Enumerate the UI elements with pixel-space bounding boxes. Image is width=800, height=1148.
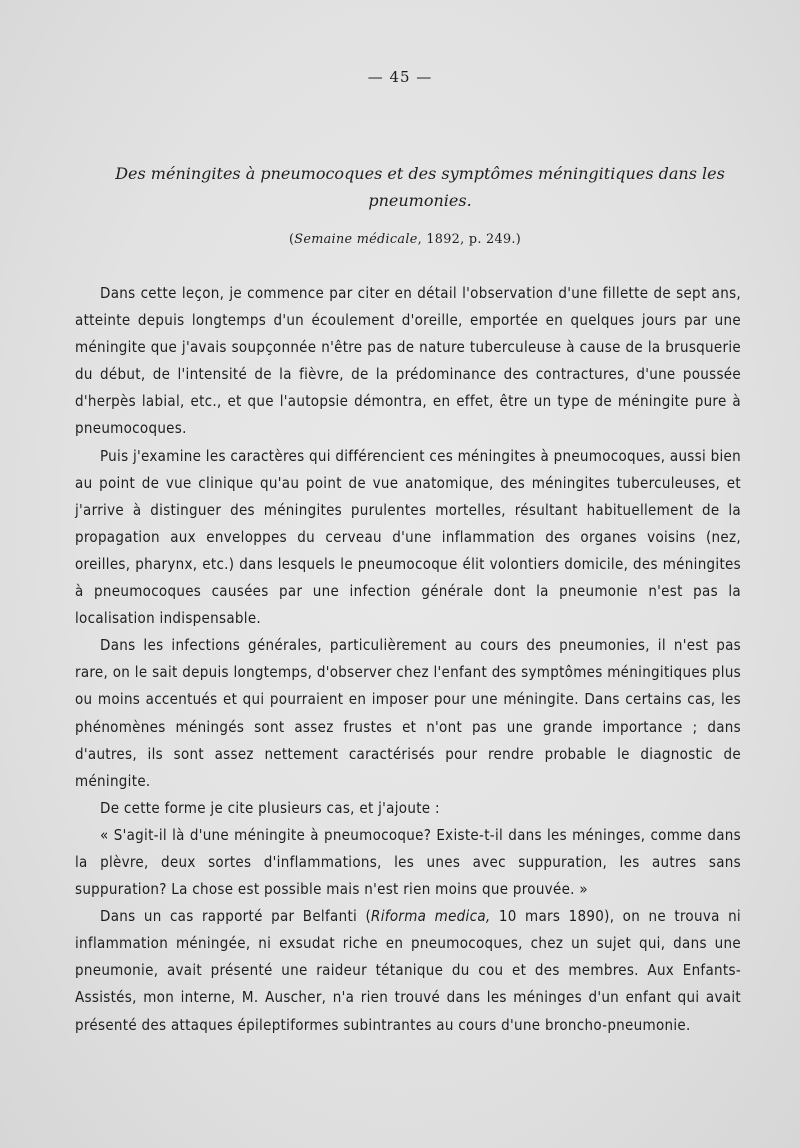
page-number: — 45 — <box>367 68 433 86</box>
body-text <box>75 280 741 1039</box>
last-paragraph-after: 10 mars 1890), on ne trouva ni inflammation méningée, ni exsudat riche en pneumocoques, chez un sujet qui, dans une pneumonie, avait présenté une raideur tétanique du cou et des membres. Aux Enfants-Assistés, mon interne, M. Auscher, n'a rien trouvé dans les méninges d'un enfant qui avait présenté des attaques épileptiformes subintrantes au cours d'une broncho-pneumonie. <box>75 907 741 1034</box>
paragraph: Dans les infections générales, particulièrement au cours des pneumonies, il n'est pas rare, on le sait depuis longtemps, d'observer chez l'enfant des symptômes méningitiques plus ou moins accentués et qui pourraient en imposer pour une méningite. Dans certains cas, les phénomènes méningés sont assez frustes et n'ont pas une grande importance ; dans d'autres, ils sont assez nettement caractérisés pour rendre probable le diagnostic de méningite. <box>75 636 741 790</box>
paragraph: De cette forme je cite plusieurs cas, et j'ajoute : <box>100 798 440 817</box>
paragraph: Puis j'examine les caractères qui différencient ces méningites à pneumocoques, aussi bien au point de vue clinique qu'au point de vue anatomique, des méningites tuberculeuses, et j'arrive à distinguer des méningites purulentes mortelles, résultant habituellement de la propagation aux enveloppes du cerveau d'une inflammation des organes voisins (nez, oreilles, pharynx, etc.) dans lesquels le pneumocoque élit volontiers domicile, des méningites à pneumocoques causées par une infection générale dont la pneumonie n'est pas la localisation indispensable. <box>75 446 741 628</box>
source-open-paren: ( <box>288 232 295 247</box>
article-title <box>70 160 770 214</box>
paragraph: Dans cette leçon, je commence par citer en détail l'observation d'une fillette de sept ans, atteinte depuis longtemps d'un écoulement d'oreille, emportée en quelques jours par une méningite que j'avais soupçonnée n'être pas de nature tuberculeuse à cause de la brusquerie du début, de l'intensité de la fièvre, de la prédominance des contractures, d'une poussée d'herpès labial, etc., et que l'autopsie démontra, en effet, être un type de méningite pure à pneumocoques. <box>75 284 741 438</box>
source-citation <box>70 232 740 247</box>
source-details: , 1892, p. 249.) <box>417 232 522 247</box>
last-paragraph-before: Dans un cas rapporté par Belfanti ( <box>100 907 372 926</box>
paragraph-last <box>75 903 741 1038</box>
last-paragraph-journal: Riforma medica, <box>371 907 491 926</box>
article-title-line-1: Des méningites à pneumocoques et des symptômes méningitiques dans les <box>115 164 725 183</box>
article-title-line-2: pneumonies. <box>368 191 472 210</box>
paragraph: « S'agit-il là d'une méningite à pneumocoque? Existe-t-il dans les méninges, comme dans la plèvre, deux sortes d'inflammations, les unes avec suppuration, les autres sans suppuration? La chose est possible mais n'est rien moins que prouvée. » <box>75 825 741 899</box>
source-journal: Semaine médicale <box>294 232 418 247</box>
